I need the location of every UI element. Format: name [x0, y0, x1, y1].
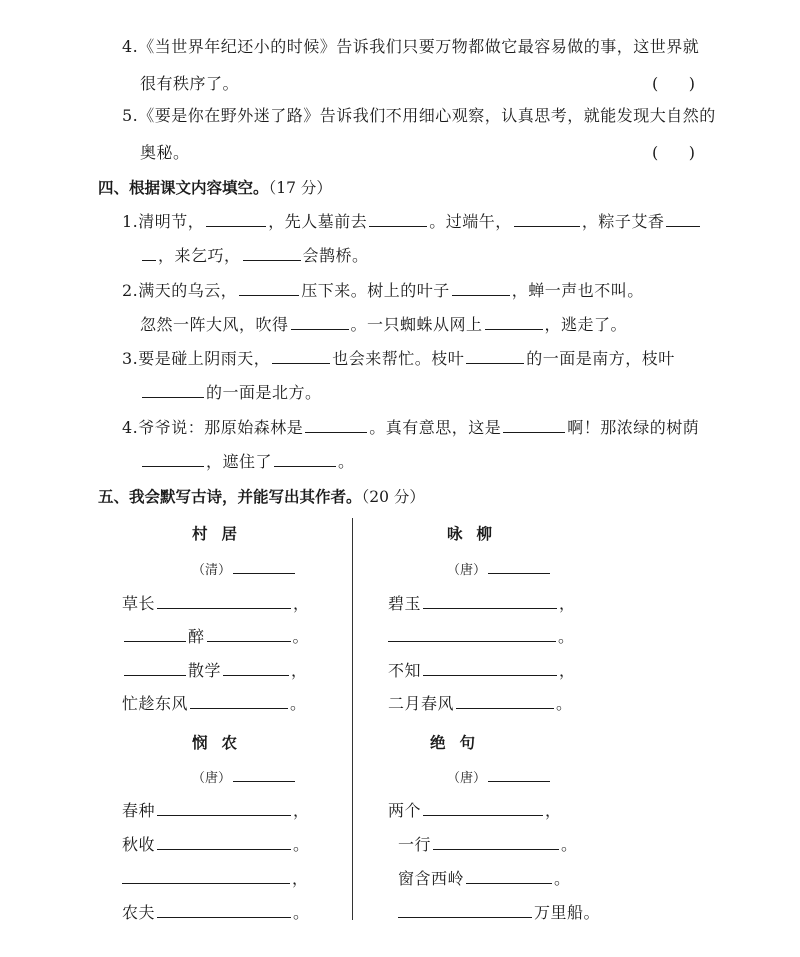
- poem-author-minnong: [192, 767, 297, 786]
- text: 不知: [388, 661, 422, 680]
- text: 一行: [398, 835, 432, 854]
- text: ，来乞巧，: [158, 246, 241, 265]
- poem-title-jueju: 绝句: [430, 734, 490, 752]
- text: 窗含西岭: [398, 869, 465, 888]
- question-4-4-line2: [140, 451, 355, 473]
- blank[interactable]: [190, 693, 288, 709]
- question-4-3-line2: [140, 382, 322, 404]
- text: ，蝉一声也不叫。: [511, 281, 644, 300]
- poem-line: [388, 593, 576, 615]
- poem-line: [398, 902, 600, 924]
- blank[interactable]: [157, 902, 291, 918]
- text: 。: [290, 694, 307, 713]
- answer-paren-3-4[interactable]: ( ): [652, 74, 695, 93]
- text: 的一面是南方，枝叶: [526, 349, 675, 368]
- poem-line: [398, 834, 578, 856]
- question-3-5-line2: 奥秘。: [140, 143, 190, 162]
- blank[interactable]: [503, 417, 565, 433]
- blank[interactable]: [398, 902, 532, 918]
- blank[interactable]: [206, 211, 266, 227]
- text: ，粽子艾香: [581, 212, 665, 231]
- blank[interactable]: [122, 868, 290, 884]
- section-5-points: （20 分）: [361, 488, 425, 506]
- blank[interactable]: [388, 626, 556, 642]
- blank[interactable]: [433, 834, 559, 850]
- section-5-title: 五、我会默写古诗，并能写出其作者。: [98, 488, 362, 506]
- blank[interactable]: [124, 660, 186, 676]
- blank[interactable]: [369, 211, 427, 227]
- question-4-2-line1: [122, 280, 644, 302]
- question-4-4-line1: [122, 417, 699, 439]
- column-divider: [352, 518, 353, 920]
- text: 。: [554, 869, 571, 888]
- author-blank[interactable]: [233, 561, 295, 574]
- text: ，: [293, 801, 310, 820]
- text: ，逃走了。: [544, 315, 628, 334]
- text: 醉: [188, 627, 205, 646]
- blank[interactable]: [514, 211, 580, 227]
- blank[interactable]: [291, 314, 349, 330]
- text: ，遮住了: [206, 452, 273, 471]
- poem-line: [388, 626, 575, 648]
- poem-line: [388, 660, 576, 682]
- text: 4.爷爷说：那原始森林是: [122, 418, 304, 437]
- blank[interactable]: [452, 280, 510, 296]
- blank[interactable]: [207, 626, 291, 642]
- blank[interactable]: [456, 693, 554, 709]
- text: 二月春风: [388, 694, 455, 713]
- poem-author-yongliu: [447, 559, 552, 578]
- poem-line: [122, 800, 310, 822]
- poem-line: [122, 834, 310, 856]
- blank[interactable]: [272, 348, 330, 364]
- text: 。: [293, 903, 310, 922]
- poem-line: [122, 902, 310, 924]
- text: 2.满天的乌云，: [122, 281, 238, 300]
- section-4-title: 四、根据课文内容填空。: [98, 179, 269, 197]
- text: 农夫: [122, 903, 156, 922]
- text: 春种: [122, 801, 156, 820]
- section-4-points: （17 分）: [268, 179, 332, 197]
- poem-author-jueju: [447, 767, 552, 786]
- blank[interactable]: [157, 834, 291, 850]
- question-4-2-line2: [140, 314, 627, 336]
- question-3-4-line1: 4.《当世界年纪还小的时候》告诉我们只要万物都做它最容易做的事，这世界就: [122, 37, 700, 56]
- text: 。: [561, 835, 578, 854]
- blank[interactable]: [239, 280, 299, 296]
- text: 忽然一阵大风，吹得: [140, 315, 289, 334]
- blank[interactable]: [142, 245, 156, 261]
- question-3-5-line1: 5.《要是你在野外迷了路》告诉我们不用细心观察，认真思考，就能发现大自然的: [122, 106, 716, 125]
- blank[interactable]: [466, 868, 552, 884]
- blank[interactable]: [142, 451, 204, 467]
- answer-paren-3-5[interactable]: ( ): [652, 143, 695, 162]
- poem-line: [122, 693, 307, 715]
- text: ，: [291, 661, 308, 680]
- author-blank[interactable]: [488, 769, 550, 782]
- poem-line: [122, 593, 310, 615]
- poem-line: [122, 626, 309, 648]
- text: 。: [292, 627, 310, 646]
- blank[interactable]: [274, 451, 336, 467]
- text: 。: [338, 452, 355, 471]
- text: 压下来。树上的叶子: [301, 281, 450, 300]
- blank[interactable]: [466, 348, 524, 364]
- author-blank[interactable]: [488, 561, 550, 574]
- poem-title-cunju: 村居: [192, 525, 252, 543]
- section-5-heading: [98, 486, 425, 508]
- poem-line: [388, 800, 562, 822]
- dynasty: （唐）: [447, 771, 487, 786]
- text: 忙趁东风: [122, 694, 189, 713]
- text: ，: [559, 594, 576, 613]
- poem-title-minnong: 悯农: [192, 734, 252, 752]
- text: 。一只蜘蛛从网上: [350, 315, 483, 334]
- text: 会鹊桥。: [302, 246, 369, 265]
- blank[interactable]: [124, 626, 186, 642]
- dynasty: （清）: [192, 563, 232, 578]
- text: 。: [558, 627, 575, 646]
- blank[interactable]: [142, 382, 204, 398]
- text: 1.清明节，: [122, 212, 205, 231]
- poem-line: [122, 660, 308, 682]
- text: 碧玉: [388, 594, 422, 613]
- text: ，: [292, 869, 309, 888]
- blank[interactable]: [223, 660, 289, 676]
- poem-line: [388, 693, 573, 715]
- text: ，: [545, 801, 562, 820]
- text: 秋收: [122, 835, 156, 854]
- blank[interactable]: [423, 800, 543, 816]
- text: ，先人墓前去: [268, 212, 368, 231]
- text: 的一面是北方。: [206, 383, 322, 402]
- blank[interactable]: [485, 314, 543, 330]
- text: 。: [556, 694, 573, 713]
- question-4-3-line1: [122, 348, 675, 370]
- blank[interactable]: [423, 660, 557, 676]
- blank[interactable]: [157, 593, 291, 609]
- poem-author-cunju: [192, 559, 297, 578]
- question-4-1-line1: [122, 211, 702, 233]
- text: 。真有意思，这是: [369, 418, 502, 437]
- blank[interactable]: [666, 211, 700, 227]
- text: ，: [559, 661, 576, 680]
- blank[interactable]: [157, 800, 291, 816]
- text: 。过端午，: [429, 212, 512, 231]
- blank[interactable]: [243, 245, 301, 261]
- text: 啊！那浓绿的树荫: [567, 418, 700, 437]
- poem-line: [398, 868, 571, 890]
- author-blank[interactable]: [233, 769, 295, 782]
- dynasty: （唐）: [447, 563, 487, 578]
- text: 3.要是碰上阴雨天，: [122, 349, 271, 368]
- blank[interactable]: [305, 417, 367, 433]
- poem-line: [122, 868, 309, 890]
- text: 草长: [122, 594, 156, 613]
- question-4-1-line2: [140, 245, 369, 267]
- blank[interactable]: [423, 593, 557, 609]
- question-3-4-line2: 很有秩序了。: [140, 74, 240, 93]
- text: 散学: [188, 661, 222, 680]
- section-4-heading: [98, 177, 332, 199]
- text: 。: [293, 835, 310, 854]
- text: 两个: [388, 801, 422, 820]
- text: 也会来帮忙。枝叶: [332, 349, 465, 368]
- dynasty: （唐）: [192, 771, 232, 786]
- text: ，: [293, 594, 310, 613]
- poem-title-yongliu: 咏柳: [447, 525, 507, 543]
- text: 万里船。: [534, 903, 601, 922]
